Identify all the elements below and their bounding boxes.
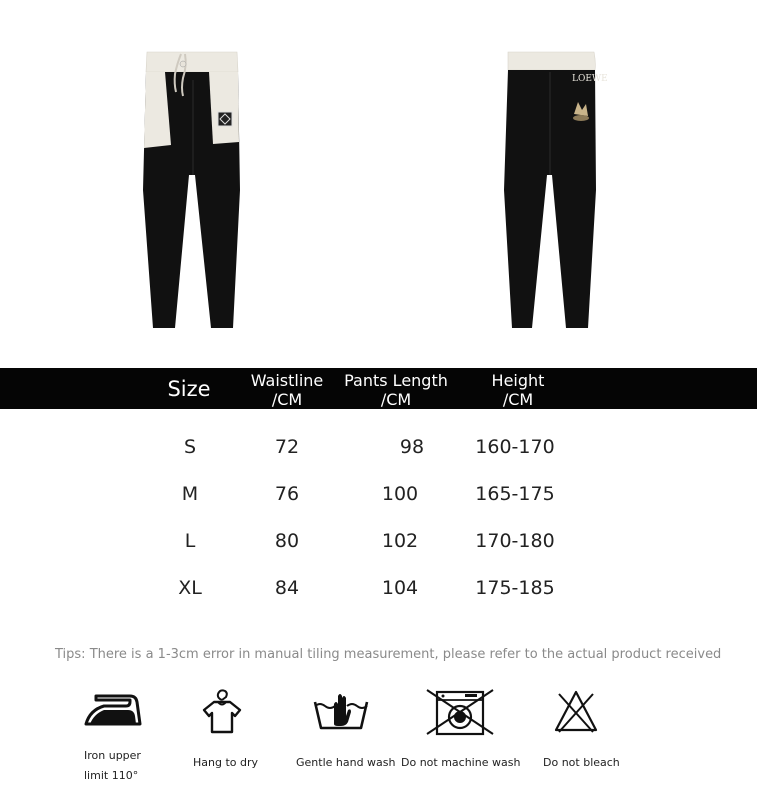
header-height-unit: /CM [502, 390, 534, 409]
header-pants-length [330, 371, 462, 409]
table-row [0, 483, 757, 513]
table-row [0, 530, 757, 560]
cell-length: 104 [381, 577, 419, 599]
care-hand-wash-label: Gentle hand wash [296, 756, 396, 769]
cell-length: 100 [381, 483, 419, 505]
care-no-bleach-label: Do not bleach [543, 756, 620, 769]
header-size: Size [167, 377, 211, 401]
hanger-shirt-icon [200, 688, 244, 736]
measurement-tips: Tips: There is a 1-3cm error in manual tiling measurement, please refer to the actual product received [55, 647, 722, 662]
table-row [0, 436, 757, 466]
iron-icon [82, 688, 142, 732]
cell-height: 160-170 [475, 436, 555, 458]
care-hang-dry-label: Hang to dry [193, 756, 259, 769]
header-pants-length-unit: /CM [380, 390, 412, 409]
header-waistline-label: Waistline [250, 371, 324, 390]
header-waistline [238, 371, 336, 409]
pants-front-image [137, 40, 247, 330]
cell-size: L [184, 530, 196, 552]
care-no-machine-wash-label: Do not machine wash [401, 756, 521, 769]
cell-height: 170-180 [475, 530, 555, 552]
cell-height: 175-185 [475, 577, 555, 599]
cell-waist: 80 [274, 530, 300, 552]
cell-size: M [181, 483, 199, 505]
cell-length: 102 [381, 530, 419, 552]
pants-back-image [500, 40, 610, 330]
cell-waist: 84 [274, 577, 300, 599]
brand-wordmark: LOEWE [572, 74, 608, 84]
cell-waist: 76 [274, 483, 300, 505]
header-waistline-unit: /CM [271, 390, 303, 409]
cell-height: 165-175 [475, 483, 555, 505]
table-row [0, 577, 757, 607]
cell-size: S [183, 436, 197, 458]
no-machine-wash-icon [425, 688, 495, 736]
header-height-label: Height [491, 371, 545, 390]
no-bleach-icon [553, 688, 599, 734]
care-iron-label [84, 746, 141, 786]
size-table-header [0, 368, 757, 409]
header-pants-length-label: Pants Length [344, 371, 448, 390]
hand-wash-icon [312, 688, 370, 734]
cell-waist: 72 [274, 436, 300, 458]
cell-size: XL [178, 577, 202, 599]
care-iron-label-line1: Iron upper [84, 749, 141, 762]
header-height [470, 371, 566, 409]
care-iron-label-line2: limit 110° [84, 769, 139, 782]
cell-length: 98 [399, 436, 425, 458]
